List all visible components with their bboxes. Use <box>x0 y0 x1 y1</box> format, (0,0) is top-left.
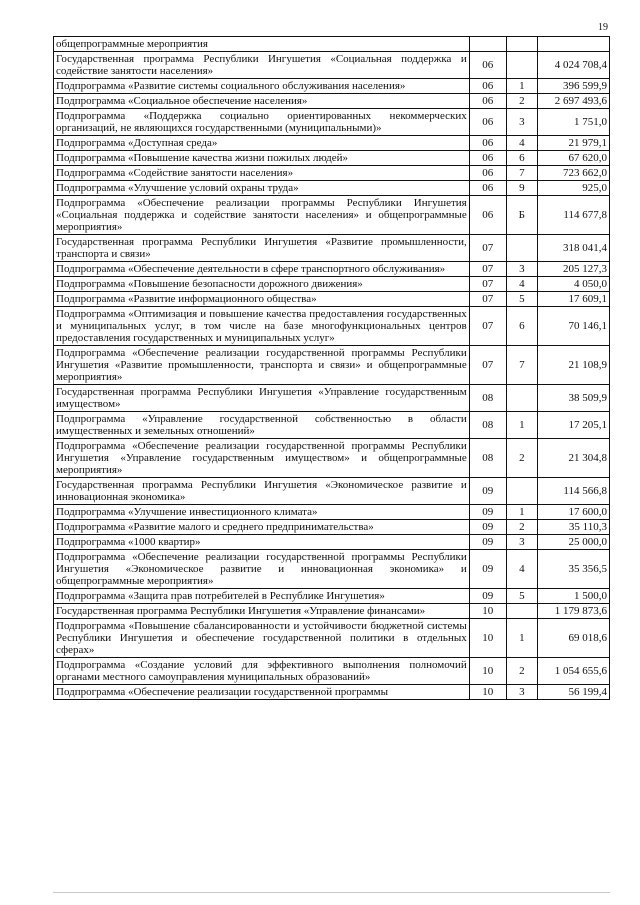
row-code-cell: 08 <box>469 412 506 439</box>
row-name-cell: Подпрограмма «Улучшение условий охраны труда» <box>54 181 470 196</box>
row-amount-cell: 2 697 493,6 <box>537 94 609 109</box>
table-row <box>54 535 610 550</box>
table-row <box>54 151 610 166</box>
budget-table <box>53 36 610 700</box>
row-code-cell: 09 <box>469 535 506 550</box>
row-subprogram-cell <box>506 604 537 619</box>
table-row <box>54 235 610 262</box>
row-subprogram-cell: 1 <box>506 619 537 658</box>
row-name-cell: Подпрограмма «Обеспечение реализации государственной программы Республики Ингушетия «Управление государственным имуществом» и общепрограммные мероприятия» <box>54 439 470 478</box>
row-name-cell: Государственная программа Республики Ингушетия «Развитие промышленности, транспорта и связи» <box>54 235 470 262</box>
row-amount-cell: 17 600,0 <box>537 505 609 520</box>
row-subprogram-cell: 4 <box>506 136 537 151</box>
row-code-cell: 06 <box>469 151 506 166</box>
table-row <box>54 79 610 94</box>
row-amount-cell: 4 050,0 <box>537 277 609 292</box>
row-code-cell: 09 <box>469 520 506 535</box>
row-name-cell: Подпрограмма «Содействие занятости населения» <box>54 166 470 181</box>
row-subprogram-cell <box>506 235 537 262</box>
row-code-cell: 09 <box>469 505 506 520</box>
row-code-cell: 10 <box>469 604 506 619</box>
row-amount-cell: 1 054 655,6 <box>537 658 609 685</box>
page-bottom-divider <box>53 892 610 893</box>
row-name-cell: Подпрограмма «Повышение сбалансированности и устойчивости бюджетной системы Республики Ингушетия и обеспечение государственной политики в отдельных сферах» <box>54 619 470 658</box>
table-row <box>54 52 610 79</box>
row-subprogram-cell: 3 <box>506 109 537 136</box>
row-amount-cell: 21 979,1 <box>537 136 609 151</box>
row-name-cell: Подпрограмма «Обеспечение реализации государственной программы Республики Ингушетия «Экономическое развитие и инновационная экономика» и общепрограммные мероприятия» <box>54 550 470 589</box>
row-amount-cell: 35 356,5 <box>537 550 609 589</box>
row-name-cell: Подпрограмма «Поддержка социально ориентированных некоммерческих организаций, не являющихся государственными (муниципальными)» <box>54 109 470 136</box>
table-row <box>54 292 610 307</box>
row-subprogram-cell: 6 <box>506 151 537 166</box>
row-code-cell: 06 <box>469 181 506 196</box>
table-row <box>54 412 610 439</box>
row-subprogram-cell: 1 <box>506 412 537 439</box>
row-subprogram-cell: 5 <box>506 589 537 604</box>
row-name-cell: Подпрограмма «Защита прав потребителей в Республике Ингушетия» <box>54 589 470 604</box>
row-subprogram-cell: 2 <box>506 94 537 109</box>
row-subprogram-cell: Б <box>506 196 537 235</box>
budget-table-body <box>54 37 610 700</box>
table-row <box>54 385 610 412</box>
table-row <box>54 520 610 535</box>
row-amount-cell: 21 304,8 <box>537 439 609 478</box>
row-amount-cell: 70 146,1 <box>537 307 609 346</box>
row-subprogram-cell: 4 <box>506 277 537 292</box>
row-name-cell: Подпрограмма «Развитие информационного общества» <box>54 292 470 307</box>
row-amount-cell: 25 000,0 <box>537 535 609 550</box>
row-subprogram-cell: 4 <box>506 550 537 589</box>
table-row <box>54 505 610 520</box>
row-amount-cell: 4 024 708,4 <box>537 52 609 79</box>
row-subprogram-cell: 2 <box>506 658 537 685</box>
row-subprogram-cell: 9 <box>506 181 537 196</box>
row-code-cell: 07 <box>469 235 506 262</box>
row-subprogram-cell: 7 <box>506 346 537 385</box>
table-row <box>54 346 610 385</box>
row-amount-cell: 318 041,4 <box>537 235 609 262</box>
row-code-cell: 06 <box>469 136 506 151</box>
row-code-cell: 08 <box>469 439 506 478</box>
row-subprogram-cell: 1 <box>506 79 537 94</box>
row-code-cell: 07 <box>469 346 506 385</box>
row-amount-cell: 723 662,0 <box>537 166 609 181</box>
row-name-cell: Подпрограмма «Повышение качества жизни пожилых людей» <box>54 151 470 166</box>
row-amount-cell: 925,0 <box>537 181 609 196</box>
row-amount-cell: 114 566,8 <box>537 478 609 505</box>
row-subprogram-cell <box>506 478 537 505</box>
table-row <box>54 439 610 478</box>
row-amount-cell: 67 620,0 <box>537 151 609 166</box>
table-row <box>54 550 610 589</box>
row-code-cell: 06 <box>469 52 506 79</box>
table-row <box>54 589 610 604</box>
row-code-cell: 08 <box>469 385 506 412</box>
row-name-cell: Подпрограмма «Обеспечение деятельности в сфере транспортного обслуживания» <box>54 262 470 277</box>
row-amount-cell: 114 677,8 <box>537 196 609 235</box>
table-row <box>54 136 610 151</box>
row-amount-cell: 17 205,1 <box>537 412 609 439</box>
table-row <box>54 658 610 685</box>
row-subprogram-cell: 3 <box>506 262 537 277</box>
row-name-cell: Подпрограмма «Оптимизация и повышение качества предоставления государственных и муниципальных услуг, в том числе на базе многофункциональных центров предоставления государственных и муниципальных услуг» <box>54 307 470 346</box>
row-amount-cell: 1 751,0 <box>537 109 609 136</box>
row-code-cell: 07 <box>469 262 506 277</box>
table-row <box>54 37 610 52</box>
row-name-cell: Подпрограмма «Создание условий для эффективного выполнения полномочий органами местного самоуправления муниципальных образований» <box>54 658 470 685</box>
row-code-cell: 10 <box>469 619 506 658</box>
table-row <box>54 307 610 346</box>
row-amount-cell: 396 599,9 <box>537 79 609 94</box>
row-name-cell: Подпрограмма «Развитие малого и среднего предпринимательства» <box>54 520 470 535</box>
table-row <box>54 685 610 700</box>
table-row <box>54 166 610 181</box>
row-subprogram-cell: 3 <box>506 535 537 550</box>
row-code-cell: 09 <box>469 550 506 589</box>
table-row <box>54 181 610 196</box>
row-amount-cell: 56 199,4 <box>537 685 609 700</box>
row-name-cell: Подпрограмма «Обеспечение реализации государственной программы Республики Ингушетия «Развитие промышленности, транспорта и связи» и общепрограммные мероприятия» <box>54 346 470 385</box>
row-subprogram-cell: 2 <box>506 520 537 535</box>
row-code-cell: 06 <box>469 94 506 109</box>
table-row <box>54 94 610 109</box>
row-name-cell: Подпрограмма «Улучшение инвестиционного климата» <box>54 505 470 520</box>
table-row <box>54 262 610 277</box>
table-row <box>54 277 610 292</box>
row-code-cell: 06 <box>469 79 506 94</box>
row-amount-cell: 38 509,9 <box>537 385 609 412</box>
table-row <box>54 196 610 235</box>
row-amount-cell: 21 108,9 <box>537 346 609 385</box>
row-name-cell: Подпрограмма «Доступная среда» <box>54 136 470 151</box>
table-row <box>54 604 610 619</box>
row-subprogram-cell: 7 <box>506 166 537 181</box>
row-code-cell: 07 <box>469 307 506 346</box>
page-number: 19 <box>598 22 608 33</box>
row-name-cell: Подпрограмма «Обеспечение реализации программы Республики Ингушетия «Социальная поддержка и содействие занятости населения» и общепрограммные мероприятия» <box>54 196 470 235</box>
row-name-cell: Государственная программа Республики Ингушетия «Управление государственным имуществом» <box>54 385 470 412</box>
row-subprogram-cell <box>506 385 537 412</box>
table-row <box>54 109 610 136</box>
row-name-cell: Подпрограмма «Развитие системы социального обслуживания населения» <box>54 79 470 94</box>
row-code-cell: 07 <box>469 277 506 292</box>
row-code-cell: 07 <box>469 292 506 307</box>
row-code-cell: 06 <box>469 196 506 235</box>
row-name-cell: Подпрограмма «Обеспечение реализации государственной программы <box>54 685 470 700</box>
row-code-cell: 09 <box>469 589 506 604</box>
row-subprogram-cell: 3 <box>506 685 537 700</box>
row-name-cell: Государственная программа Республики Ингушетия «Управление финансами» <box>54 604 470 619</box>
row-code-cell: 09 <box>469 478 506 505</box>
row-amount-cell: 69 018,6 <box>537 619 609 658</box>
row-name-cell: общепрограммные мероприятия <box>54 37 470 52</box>
row-code-cell <box>469 37 506 52</box>
row-code-cell: 10 <box>469 685 506 700</box>
row-name-cell: Подпрограмма «Повышение безопасности дорожного движения» <box>54 277 470 292</box>
row-name-cell: Подпрограмма «1000 квартир» <box>54 535 470 550</box>
row-amount-cell: 17 609,1 <box>537 292 609 307</box>
table-row <box>54 619 610 658</box>
row-code-cell: 10 <box>469 658 506 685</box>
row-name-cell: Государственная программа Республики Ингушетия «Социальная поддержка и содействие занятости населения» <box>54 52 470 79</box>
row-code-cell: 06 <box>469 109 506 136</box>
row-subprogram-cell <box>506 52 537 79</box>
row-name-cell: Государственная программа Республики Ингушетия «Экономическое развитие и инновационная экономика» <box>54 478 470 505</box>
row-amount-cell: 1 500,0 <box>537 589 609 604</box>
row-code-cell: 06 <box>469 166 506 181</box>
row-subprogram-cell <box>506 37 537 52</box>
row-subprogram-cell: 6 <box>506 307 537 346</box>
table-row <box>54 478 610 505</box>
row-name-cell: Подпрограмма «Управление государственной собственностью в области имущественных и земельных отношений» <box>54 412 470 439</box>
row-subprogram-cell: 1 <box>506 505 537 520</box>
row-name-cell: Подпрограмма «Социальное обеспечение населения» <box>54 94 470 109</box>
row-subprogram-cell: 2 <box>506 439 537 478</box>
row-amount-cell <box>537 37 609 52</box>
row-amount-cell: 35 110,3 <box>537 520 609 535</box>
row-amount-cell: 1 179 873,6 <box>537 604 609 619</box>
row-amount-cell: 205 127,3 <box>537 262 609 277</box>
row-subprogram-cell: 5 <box>506 292 537 307</box>
